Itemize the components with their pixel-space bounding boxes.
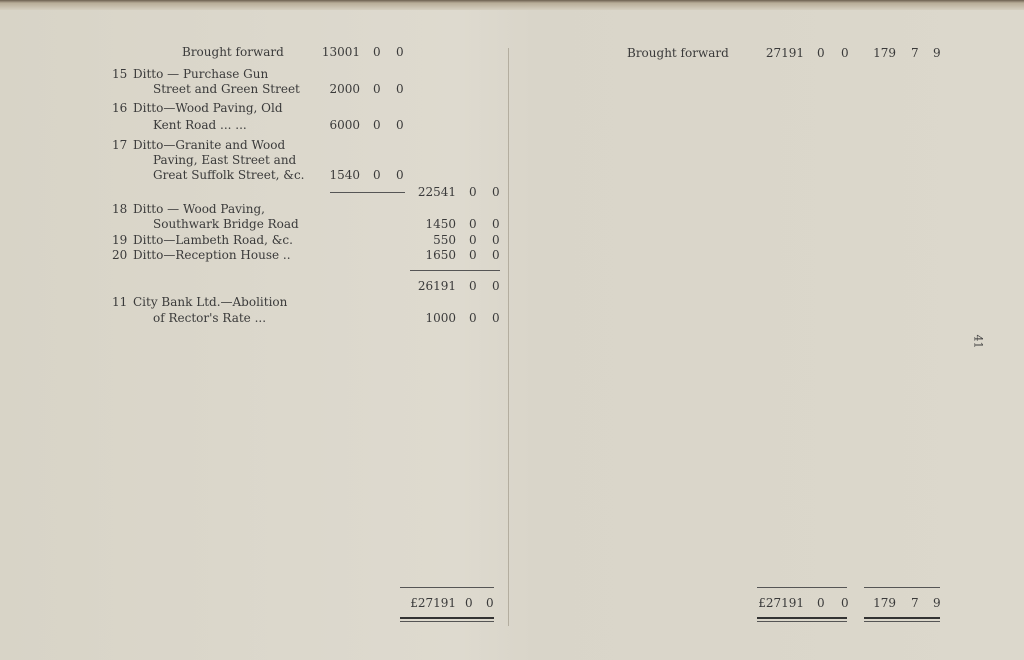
- entry-text: Ditto—Wood Paving, Old: [133, 101, 283, 115]
- entry-number: 16: [112, 101, 128, 115]
- entry-text: of Rector's Rate ...: [153, 311, 267, 325]
- entry-pence: 0: [492, 217, 500, 231]
- brought-forward-pounds: 13001: [321, 45, 360, 59]
- total-pounds-2: 179: [873, 596, 896, 610]
- entry-text: Ditto—Lambeth Road, &c.: [133, 233, 293, 247]
- entry-pounds: 1650: [425, 248, 456, 262]
- subtotal-shillings: 0: [469, 185, 477, 199]
- entry-number: 15: [112, 67, 128, 81]
- subtotal-pence: 0: [492, 185, 500, 199]
- entry-shillings: 0: [469, 217, 477, 231]
- brought-forward-label: Brought forward: [627, 46, 729, 60]
- brought-forward-shillings: 0: [817, 46, 825, 60]
- entry-pence: 0: [396, 118, 404, 132]
- total-shillings: 0: [817, 596, 825, 610]
- total-rule-top: [400, 587, 494, 588]
- entry-text: Paving, East Street and: [153, 153, 297, 167]
- entry-shillings: 0: [469, 311, 477, 325]
- entry-shillings: 0: [373, 118, 381, 132]
- entry-text: Street and Green Street: [153, 82, 300, 96]
- entry-pence: 0: [492, 233, 500, 247]
- total-pence: 0: [841, 596, 849, 610]
- subtotal-pounds: 22541: [417, 185, 456, 199]
- brought-forward-pence: 0: [396, 45, 404, 59]
- entry-pounds: 6000: [329, 118, 360, 132]
- subtotal-shillings: 0: [469, 279, 477, 293]
- entry-number: 17: [112, 138, 128, 152]
- entry-text: Ditto — Wood Paving,: [133, 202, 265, 216]
- total-shillings: 0: [465, 596, 473, 610]
- total-double-rule: [757, 621, 847, 622]
- entry-shillings: 0: [373, 168, 381, 182]
- brought-forward-shillings: 0: [373, 45, 381, 59]
- total-rule-top: [757, 587, 847, 588]
- entry-text: Great Suffolk Street, &c.: [153, 168, 305, 182]
- entry-text: Southwark Bridge Road: [153, 217, 299, 231]
- subtotal-pounds: 26191: [417, 279, 456, 293]
- page-top-edge: [0, 0, 1024, 10]
- entry-shillings: 0: [373, 82, 381, 96]
- total-double-rule: [757, 617, 847, 619]
- entry-pence: 0: [396, 168, 404, 182]
- entry-text: Ditto—Reception House ..: [133, 248, 291, 262]
- brought-forward-pounds: 27191: [765, 46, 804, 60]
- entry-shillings: 0: [469, 233, 477, 247]
- total-double-rule: [864, 621, 940, 622]
- total-double-rule: [400, 621, 494, 622]
- entry-pence: 0: [492, 311, 500, 325]
- entry-pounds: 1450: [425, 217, 456, 231]
- total-pence-2: 9: [933, 596, 941, 610]
- brought-forward-shillings-2: 7: [911, 46, 919, 60]
- subtotal-rule: [330, 192, 405, 193]
- column-divider: [508, 48, 509, 626]
- entry-text: Ditto — Purchase Gun: [133, 67, 269, 81]
- entry-pounds: 1000: [425, 311, 456, 325]
- entry-shillings: 0: [469, 248, 477, 262]
- entry-text: Kent Road ... ...: [153, 118, 247, 132]
- subtotal-rule: [410, 270, 500, 271]
- brought-forward-label: Brought forward: [182, 45, 284, 59]
- total-double-rule: [400, 617, 494, 619]
- brought-forward-pence-2: 9: [933, 46, 941, 60]
- entry-pounds: 550: [433, 233, 456, 247]
- brought-forward-pence: 0: [841, 46, 849, 60]
- page-number: 41: [971, 334, 985, 349]
- entry-text: Ditto—Granite and Wood: [133, 138, 286, 152]
- total-double-rule: [864, 617, 940, 619]
- total-pence: 0: [486, 596, 494, 610]
- entry-text: City Bank Ltd.—Abolition: [133, 295, 288, 309]
- entry-number: 11: [112, 295, 128, 309]
- entry-pounds: 1540: [329, 168, 360, 182]
- total-rule-top: [864, 587, 940, 588]
- total-pounds: £27191: [758, 596, 804, 610]
- entry-number: 20: [112, 248, 128, 262]
- brought-forward-pounds-2: 179: [873, 46, 896, 60]
- entry-number: 19: [112, 233, 128, 247]
- entry-number: 18: [112, 202, 128, 216]
- total-shillings-2: 7: [911, 596, 919, 610]
- subtotal-pence: 0: [492, 279, 500, 293]
- entry-pence: 0: [396, 82, 404, 96]
- total-pounds: £27191: [410, 596, 456, 610]
- entry-pence: 0: [492, 248, 500, 262]
- entry-pounds: 2000: [329, 82, 360, 96]
